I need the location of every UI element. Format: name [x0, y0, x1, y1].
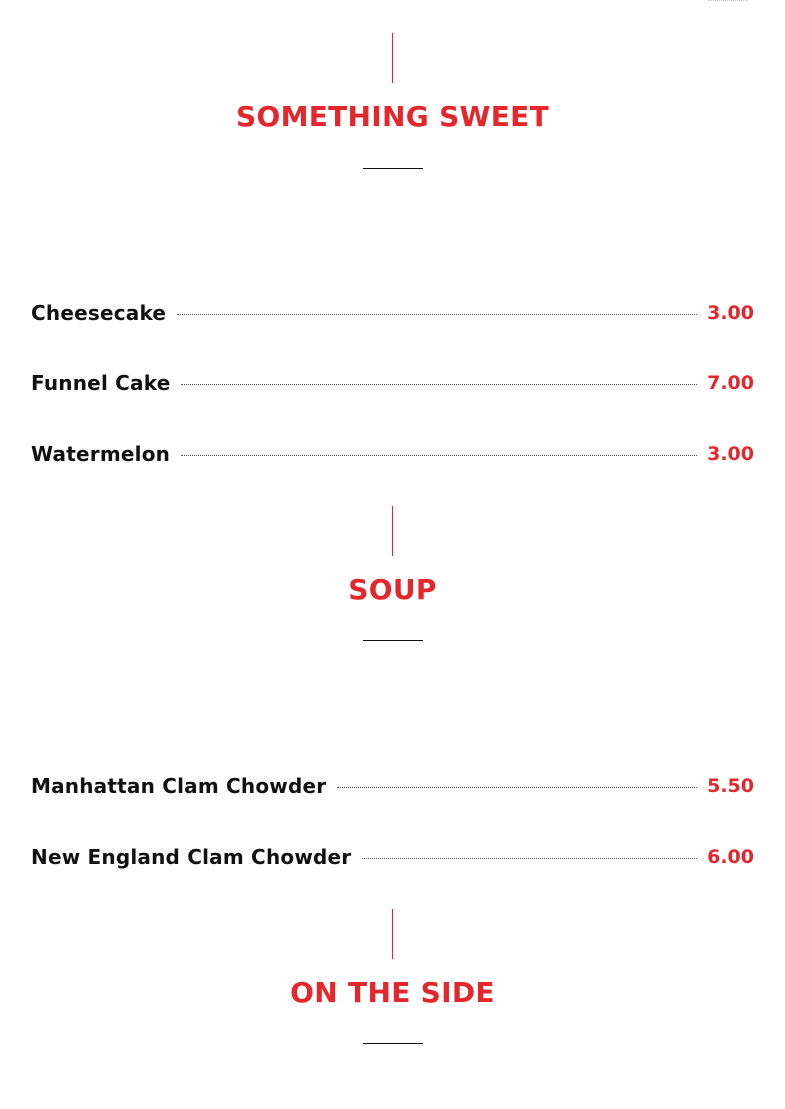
- dotted-leader: [337, 787, 697, 788]
- section-title-something-sweet: SOMETHING SWEET: [236, 100, 549, 133]
- menu-item-new-england-clam-chowder: [31, 844, 754, 870]
- menu-item-price: 6.00: [707, 846, 754, 868]
- section-underline: [363, 1043, 423, 1044]
- section-title-soup: SOUP: [348, 573, 437, 606]
- dotted-leader: [362, 858, 697, 859]
- menu-item-name: Watermelon: [31, 442, 171, 466]
- dotted-leader: [181, 455, 697, 456]
- menu-item-cheesecake: [31, 300, 754, 326]
- section-underline: [363, 640, 423, 641]
- section-underline: [363, 168, 423, 169]
- menu-item-price: 5.50: [707, 775, 754, 797]
- section-title-on-the-side: ON THE SIDE: [290, 976, 495, 1009]
- section-divider-vertical: [392, 33, 393, 83]
- menu-item-name: New England Clam Chowder: [31, 845, 352, 869]
- menu-item-manhattan-clam-chowder: [31, 773, 754, 799]
- menu-item-name: Funnel Cake: [31, 371, 171, 395]
- menu-item-funnel-cake: [31, 370, 754, 396]
- menu-item-watermelon: [31, 441, 754, 467]
- dotted-leader: [181, 384, 697, 385]
- menu-item-name: Manhattan Clam Chowder: [31, 774, 327, 798]
- top-edge-remnant: [708, 0, 748, 4]
- menu-item-name: Cheesecake: [31, 301, 167, 325]
- section-divider-vertical: [392, 909, 393, 959]
- menu-item-price: 3.00: [707, 302, 754, 324]
- section-divider-vertical: [392, 506, 393, 556]
- menu-item-price: 7.00: [707, 372, 754, 394]
- dotted-leader: [177, 314, 697, 315]
- menu-item-price: 3.00: [707, 443, 754, 465]
